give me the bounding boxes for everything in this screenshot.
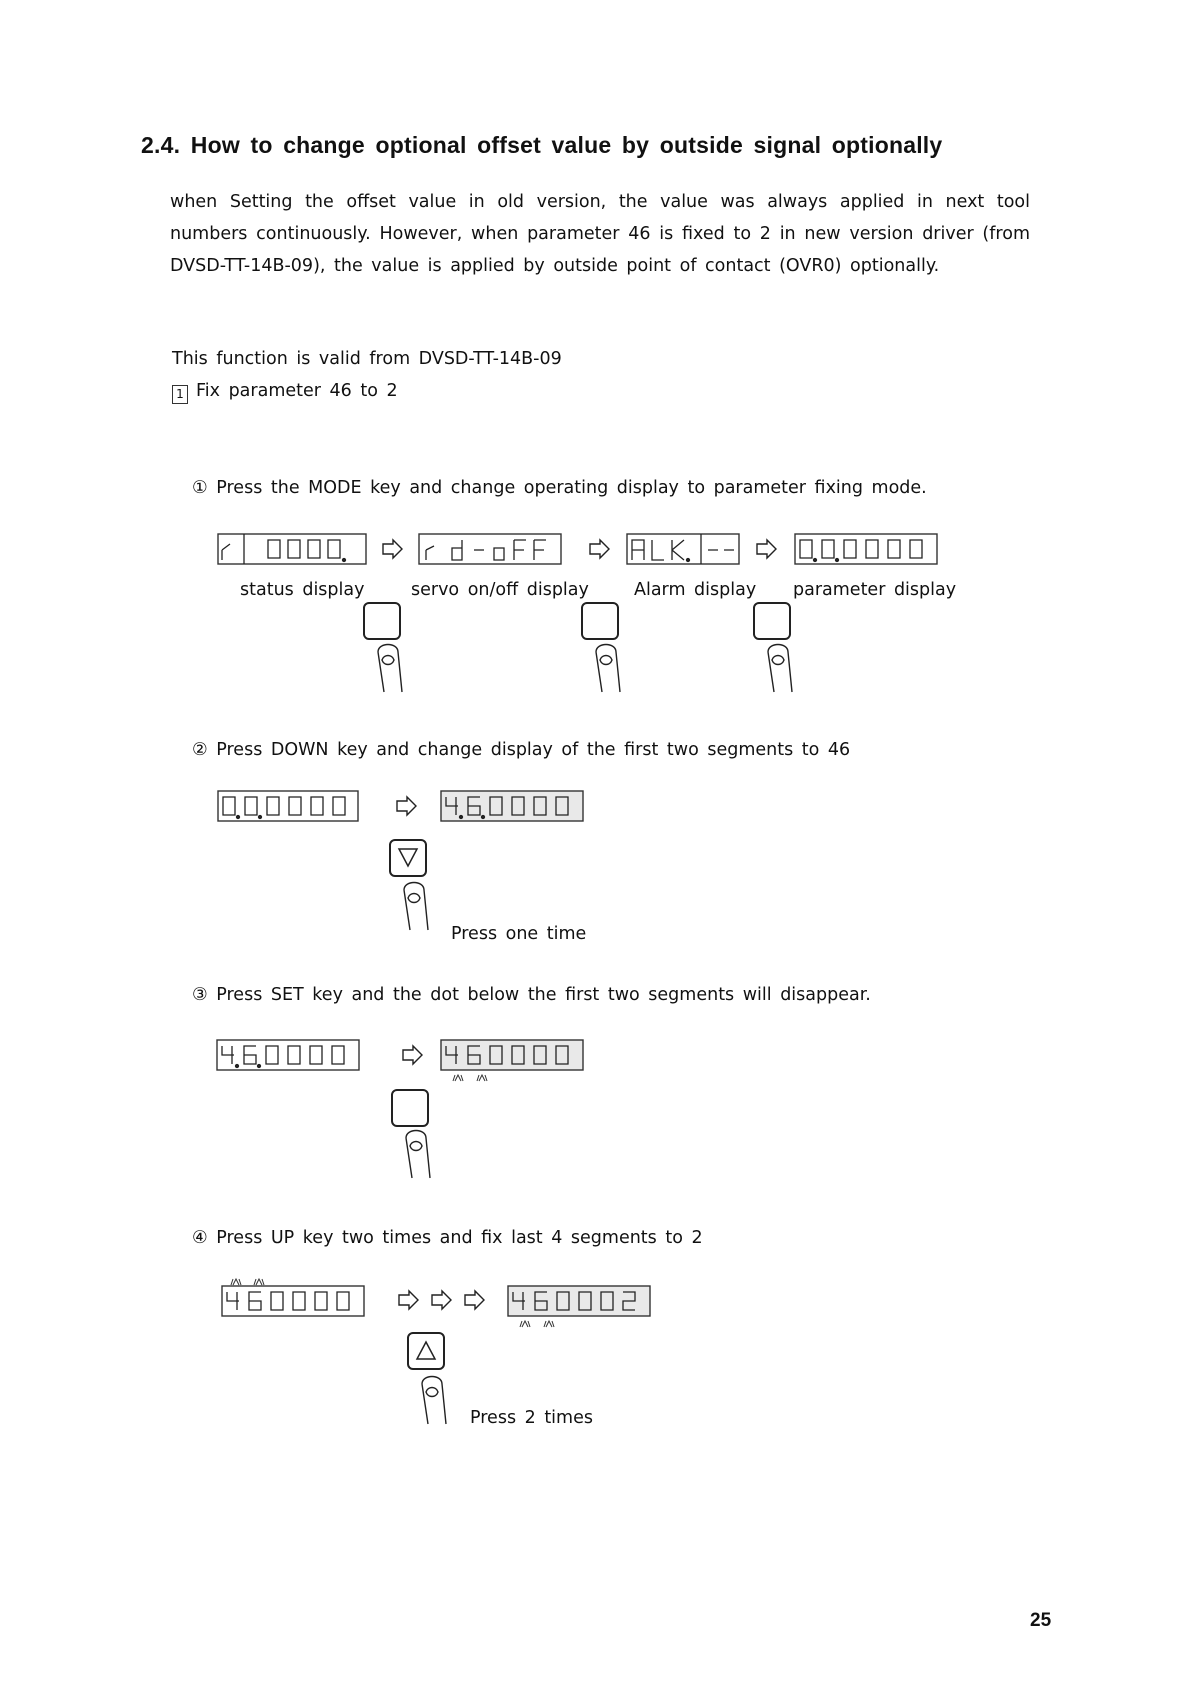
display-46-after-set [441,1040,583,1081]
display-46-before-set [217,1040,359,1070]
section-heading: 2.4. How to change optional offset value by outside signal optionally [141,132,943,158]
label-servo-display: servo on/off display [411,580,589,600]
fix-number-box: 1 [172,385,188,404]
finger-icon [768,645,792,693]
arrow-6 [399,1291,418,1309]
label-parameter-display: parameter display [793,580,957,600]
label-press-one-time: Press one time [451,924,587,944]
display-servo [419,534,561,564]
set-key [392,1090,428,1126]
mode-key-3 [754,603,790,639]
step-3-text: ③ Press SET key and the dot below the first two segments will disappear. [192,985,871,1005]
finger-icon [596,645,620,693]
intro-paragraph: when Setting the offset value in old version, the value was always applied in next tool numbers continuously. However, when parameter 46 is fixed to 2 in new version driver (from DVSD-TT-14B-09), the value is applied by outside point of contact (OVR0) optionally. [170,192,1030,276]
display-46-0002 [508,1286,650,1327]
finger-icon [404,883,428,931]
step-1-text: ① Press the MODE key and change operating display to parameter fixing mode. [192,478,927,498]
display-status [218,534,366,564]
display-alarm [627,534,739,564]
arrow-8 [465,1291,484,1309]
arrow-4 [397,797,416,815]
label-status-display: status display [240,580,365,600]
display-param-46 [441,791,583,821]
page-number: 25 [1030,1610,1052,1631]
display-46-before-up [222,1279,364,1316]
label-press-two-times: Press 2 times [470,1408,593,1428]
up-key [408,1333,444,1369]
arrow-1 [383,540,402,558]
arrow-2 [590,540,609,558]
validity-note: This function is valid from DVSD-TT-14B-09 [172,349,562,369]
mode-key-1 [364,603,400,639]
down-key [390,840,426,876]
display-parameter [795,534,937,564]
finger-icon [406,1131,430,1179]
step-2-text: ② Press DOWN key and change display of the first two segments to 46 [192,740,851,760]
finger-icon [422,1377,446,1425]
arrow-3 [757,540,776,558]
arrow-5 [403,1046,422,1064]
finger-icon [378,645,402,693]
display-param-blank [218,791,358,821]
arrow-7 [432,1291,451,1309]
step-4-text: ④ Press UP key two times and fix last 4 segments to 2 [192,1228,703,1248]
mode-key-2 [582,603,618,639]
fix-title: Fix parameter 46 to 2 [196,381,398,401]
display-servo-frame [419,534,561,564]
label-alarm-display: Alarm display [634,580,757,600]
